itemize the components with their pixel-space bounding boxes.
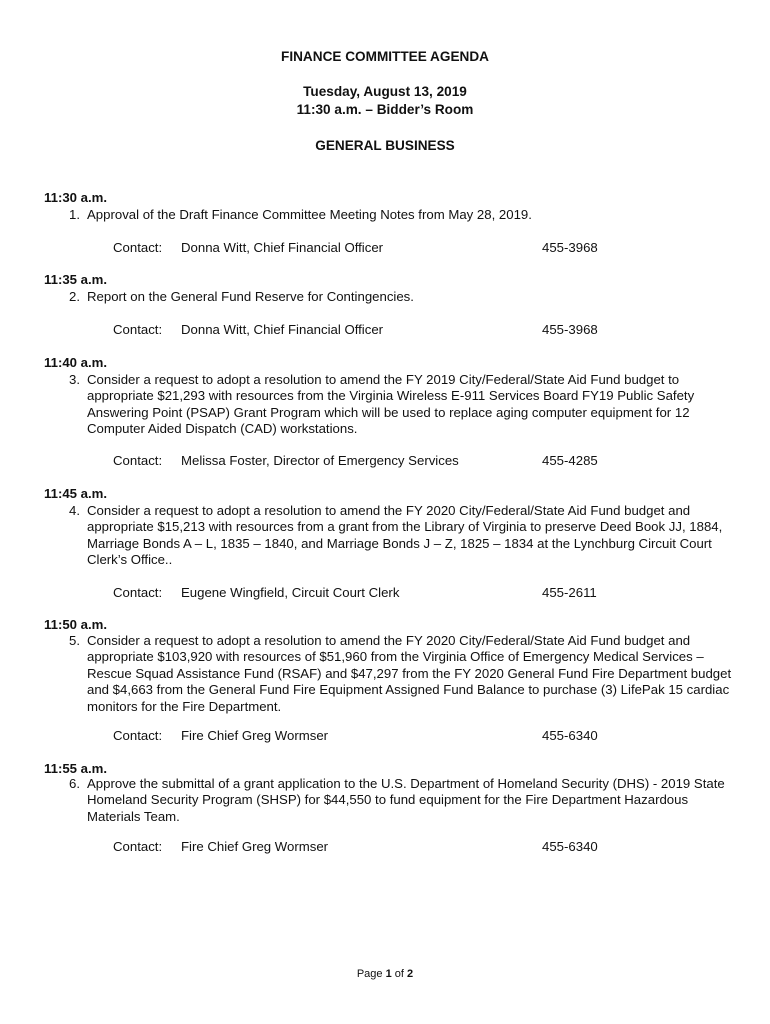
section-heading: GENERAL BUSINESS [315,138,455,153]
contact-name: Melissa Foster, Director of Emergency Services [181,453,459,468]
contact-label: Contact: [113,839,163,854]
meeting-time-location: 11:30 a.m. – Bidder’s Room [296,102,474,117]
item-number: 2. [69,289,80,304]
item-time: 11:55 a.m. [44,761,108,776]
item-number: 3. [69,372,80,387]
contact-phone: 455-6340 [542,728,598,743]
item-time: 11:45 a.m. [44,486,108,501]
contact-label: Contact: [113,240,163,255]
contact-label: Contact: [113,453,163,468]
footer-prefix: Page [356,968,386,980]
item-time: 11:35 a.m. [44,272,108,287]
meeting-date: Tuesday, August 13, 2019 [303,84,467,99]
contact-label: Contact: [113,585,163,600]
item-text: Consider a request to adopt a resolution to amend the FY 2019 City/Federal/State Aid Fund budget to appropriate $21,293 with resources from the Virginia Wireless E-911 Services Board FY19 Public Safety Answering Point (PSAP) Grant Program which will be used to replace aging computer equipment for 12 Computer Aided Dispatch (CAD) workstations. [87,372,695,437]
contact-phone: 455-6340 [542,839,598,854]
contact-name: Eugene Wingfield, Circuit Court Clerk [181,585,400,600]
item-number: 6. [69,776,80,791]
footer-of: of [391,968,408,980]
contact-name: Donna Witt, Chief Financial Officer [181,322,384,337]
footer-current-page: 1 [385,968,392,980]
item-text: Consider a request to adopt a resolution to amend the FY 2020 City/Federal/State Aid Fund budget and appropriate $103,920 with resources of $51,960 from the Virginia Office of Emergency Medical Services – Rescue Squad Assistance Fund (RSAF) and $47,297 from the FY 2020 General Fund Fire Department budget and $4,663 from the General Fund Fire Equipment Assigned Fund Balance to purchase (3) LifePak 15 cardiac monitors for the Fire Department. [87,633,732,714]
contact-phone: 455-3968 [542,240,598,255]
item-time: 11:40 a.m. [44,355,108,370]
agenda-title: FINANCE COMMITTEE AGENDA [281,49,489,64]
item-number: 4. [69,503,80,518]
item-number: 5. [69,633,80,648]
item-time: 11:30 a.m. [44,190,108,205]
contact-label: Contact: [113,322,163,337]
contact-name: Donna Witt, Chief Financial Officer [181,240,384,255]
contact-phone: 455-2611 [542,585,597,600]
contact-name: Fire Chief Greg Wormser [181,839,329,854]
item-number: 1. [69,207,80,222]
page-footer [0,968,770,980]
contact-phone: 455-4285 [542,453,598,468]
item-time: 11:50 a.m. [44,617,108,632]
item-text: Report on the General Fund Reserve for Contingencies. [87,289,414,304]
contact-label: Contact: [113,728,163,743]
contact-name: Fire Chief Greg Wormser [181,728,329,743]
item-text: Approve the submittal of a grant application to the U.S. Department of Homeland Security (DHS) - 2019 State Homeland Security Program (SHSP) for $44,550 to fund equipment for the Fire Department Hazardous Materials Team. [87,776,725,824]
item-text: Consider a request to adopt a resolution to amend the FY 2020 City/Federal/State Aid Fund budget and appropriate $15,213 with resources from a grant from the Library of Virginia to preserve Deed Book JJ, 1884, Marriage Bonds A – L, 1835 – 1840, and Marriage Bonds J – Z, 1825 – 1834 at the Lynchburg Circuit Court Clerk’s Office.. [87,503,723,568]
footer-total-pages: 2 [407,968,414,980]
contact-phone: 455-3968 [542,322,598,337]
item-text: Approval of the Draft Finance Committee Meeting Notes from May 28, 2019. [87,207,532,222]
